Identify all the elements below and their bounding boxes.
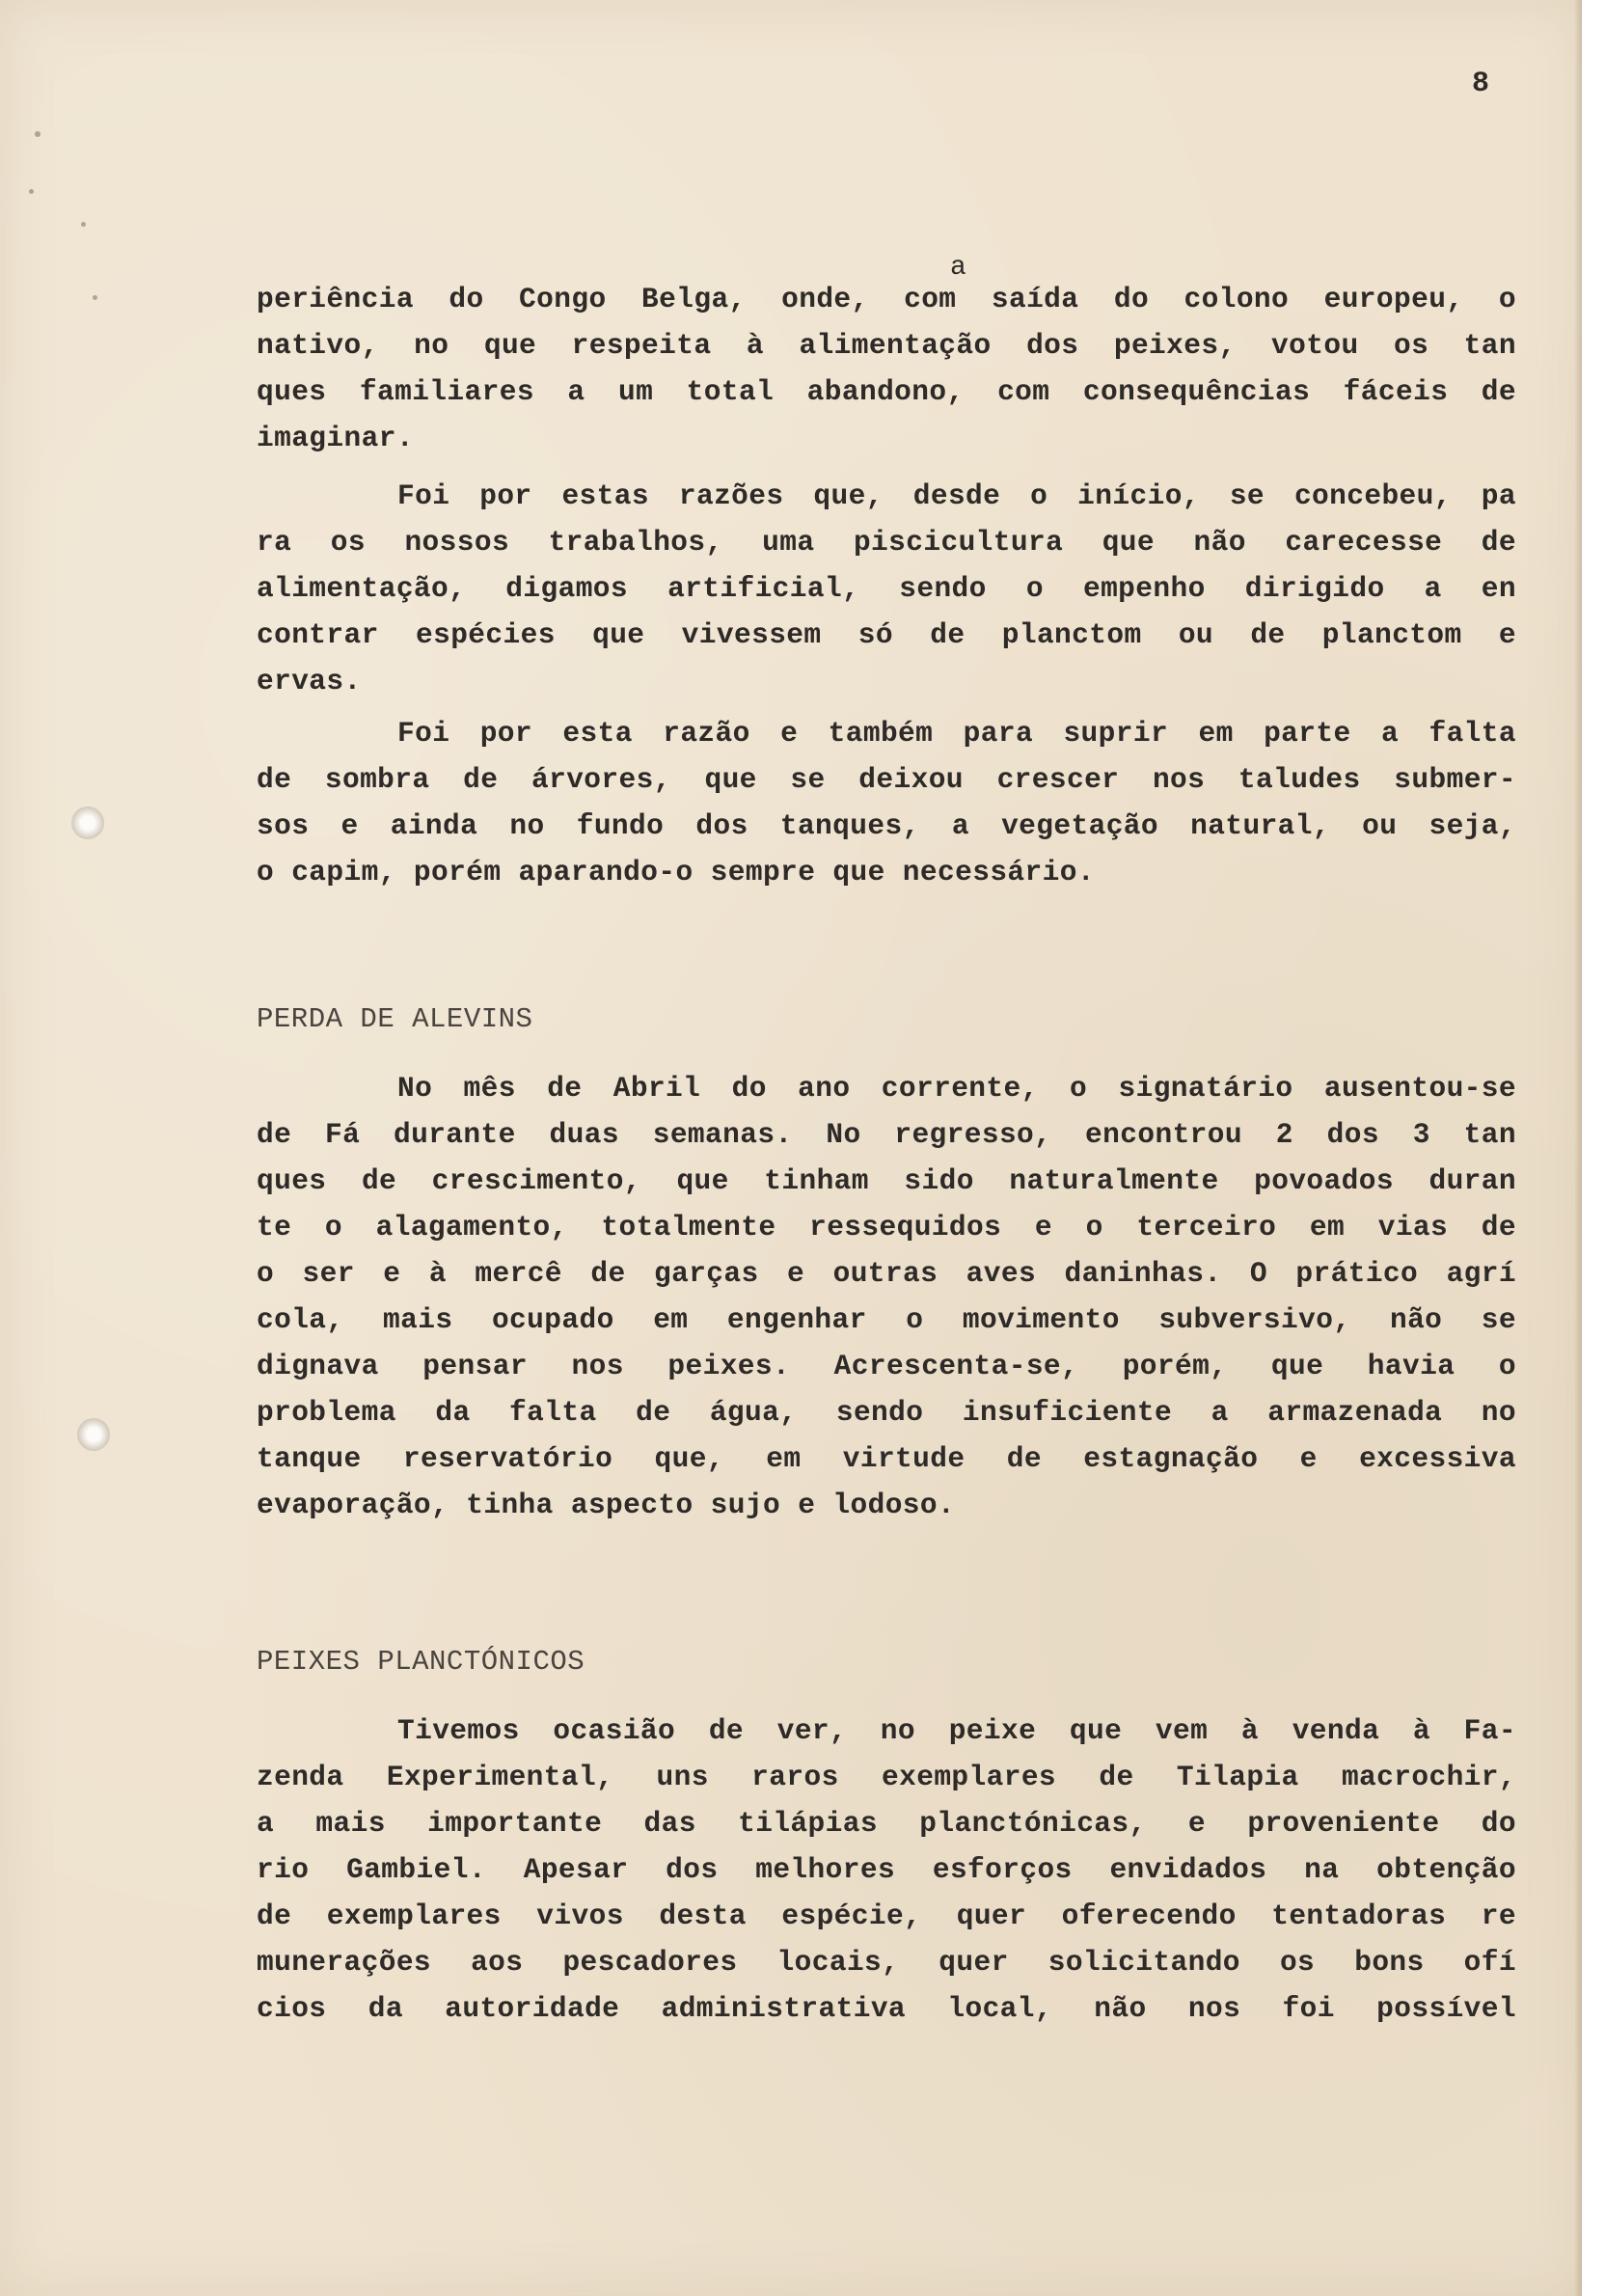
paragraph-2: [257, 473, 1516, 704]
text-line: Foi por estas razões que, desde o início, se concebeu, pa: [397, 479, 1516, 512]
text-line: te o alagamento, totalmente ressequidos e o terceiro em vias de: [257, 1211, 1516, 1244]
paragraph-3: [257, 710, 1516, 895]
page-number: 8: [1472, 68, 1490, 100]
text-line: ra os nossos trabalhos, uma piscicultura que não carecesse de: [257, 526, 1516, 559]
text-line: a mais importante das tilápias planctónicas, e proveniente do: [257, 1807, 1516, 1840]
text-line: o ser e à mercê de garças e outras aves daninhas. O prático agrí: [257, 1257, 1516, 1290]
text-line: tanque reservatório que, em virtude de estagnação e excessiva: [257, 1442, 1516, 1475]
text-line: Tivemos ocasião de ver, no peixe que vem à venda à Fa-: [397, 1714, 1516, 1747]
text-line: No mês de Abril do ano corrente, o signatário ausentou-se: [397, 1072, 1516, 1105]
punch-hole: [77, 1418, 110, 1451]
text-line: cola, mais ocupado em engenhar o movimento subversivo, não se: [257, 1303, 1516, 1336]
text-line: Foi por esta razão e também para suprir em parte a falta: [397, 717, 1516, 750]
text-line: alimentação, digamos artificial, sendo o empenho dirigido a en: [257, 572, 1516, 605]
text-line: periência do Congo Belga, onde, com saída do colono europeu, o: [257, 283, 1516, 315]
text-line: evaporação, tinha aspecto sujo e lodoso.: [257, 1489, 956, 1521]
text-line: de exemplares vivos desta espécie, quer oferecendo tentadoras re: [257, 1900, 1516, 1932]
paragraph-1: [257, 276, 1516, 461]
text-line: ques familiares a um total abandono, com consequências fáceis de: [257, 375, 1516, 408]
margin-speck: [93, 295, 97, 300]
text-line: imaginar.: [257, 422, 414, 454]
text-line: dignava pensar nos peixes. Acrescenta-se, porém, que havia o: [257, 1350, 1516, 1382]
superscript-annotation: a: [950, 253, 966, 283]
section-heading: PERDA DE ALEVINS: [257, 1003, 533, 1035]
text-line: zenda Experimental, uns raros exemplares de Tilapia macrochir,: [257, 1761, 1516, 1793]
section-heading: PEIXES PLANCTÓNICOS: [257, 1646, 585, 1678]
text-line: munerações aos pescadores locais, quer solicitando os bons ofí: [257, 1946, 1516, 1979]
margin-speck: [35, 131, 41, 137]
margin-speck: [29, 189, 34, 194]
text-line: o capim, porém aparando-o sempre que necessário.: [257, 856, 1095, 888]
text-line: de Fá durante duas semanas. No regresso, encontrou 2 dos 3 tan: [257, 1118, 1516, 1151]
text-line: problema da falta de água, sendo insuficiente a armazenada no: [257, 1396, 1516, 1429]
margin-speck: [81, 222, 86, 227]
text-line: ques de crescimento, que tinham sido naturalmente povoados duran: [257, 1164, 1516, 1197]
text-line: contrar espécies que vivessem só de planctom ou de planctom e: [257, 618, 1516, 651]
text-line: rio Gambiel. Apesar dos melhores esforços envidados na obtenção: [257, 1853, 1516, 1886]
text-line: ervas.: [257, 665, 362, 697]
text-line: nativo, no que respeita à alimentação dos peixes, votou os tan: [257, 329, 1516, 362]
text-line: sos e ainda no fundo dos tanques, a vegetação natural, ou seja,: [257, 809, 1516, 842]
section-body-peixes-planctonicos: [257, 1708, 1516, 2032]
section-body-perda-de-alevins: [257, 1065, 1516, 1528]
text-line: cios da autoridade administrativa local, não nos foi possível: [257, 1992, 1516, 2025]
punch-hole: [71, 806, 104, 839]
page-edge-shadow: [1574, 0, 1582, 2296]
text-line: de sombra de árvores, que se deixou crescer nos taludes submer-: [257, 763, 1516, 796]
